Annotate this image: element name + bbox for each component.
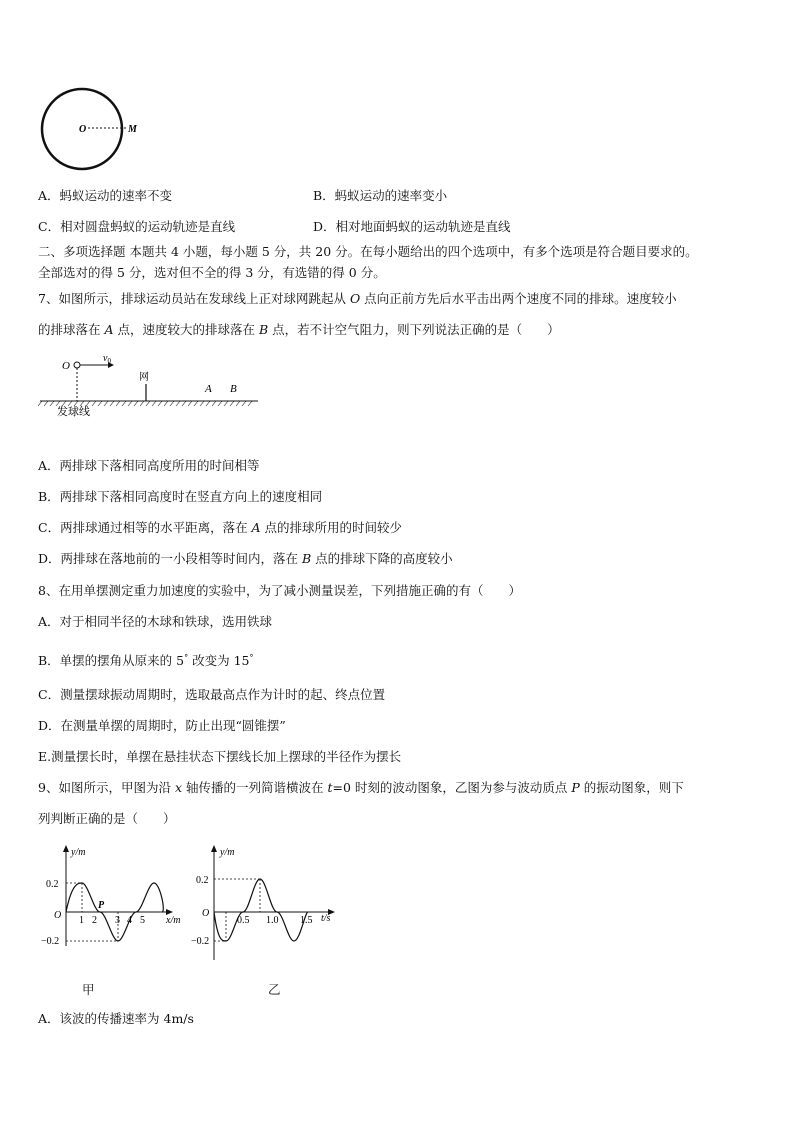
x-axis-label: t/s (321, 913, 331, 924)
hatch-mark (230, 401, 234, 406)
q8-option-e: E.测量摆长时，单摆在悬挂状态下摆线长加上摆球的半径作为摆长 (38, 749, 402, 764)
hatch-mark (206, 401, 210, 406)
hatch-mark (212, 401, 216, 406)
xtick-1-0: 1.0 (266, 915, 279, 926)
hatch-mark (182, 401, 186, 406)
hatch-mark (170, 401, 174, 406)
q8-stem: 8、在用单摆测定重力加速度的实验中，为了减小测量误差，下列措施正确的有（ ） (38, 583, 521, 598)
label-a: A (205, 383, 212, 395)
hatch-mark (110, 401, 114, 406)
section2-heading-line1: 二、多项选择题 本题共 4 小题，每小题 5 分，共 20 分。在每小题给出的四个选项中，有多个选项是符合题目要求的。 (38, 244, 698, 259)
q9-stem-line2: 列判断正确的是（ ） (38, 811, 176, 826)
graph-jia-caption: 甲 (82, 982, 95, 997)
q9-option-a: A．该波的传播速率为 4m/s (38, 1011, 194, 1026)
label-net: 网 (139, 372, 149, 383)
hatch-mark (146, 401, 150, 406)
hatch-mark (38, 401, 42, 406)
xtick-4: 4 (127, 915, 132, 926)
point-p-label: P (98, 900, 105, 911)
q8-option-b: B．单摆的摆角从原来的 5° 改变为 15° (38, 653, 254, 669)
q6-option-a: A．蚂蚁运动的速率不变 (38, 188, 173, 203)
disc-figure (38, 86, 158, 176)
xtick-1: 1 (79, 915, 84, 926)
disc-label-o: O (79, 124, 87, 135)
q8-option-c: C．测量摆球振动周期时，选取最高点作为计时的起、终点位置 (38, 687, 386, 702)
hatch-mark (140, 401, 144, 406)
xtick-3: 3 (115, 915, 120, 926)
vibration-graph-yi (190, 842, 340, 967)
q7-option-d: D．两排球在落地前的一小段相等时间内，落在 B 点的排球下降的高度较小 (38, 551, 453, 566)
hatch-mark (188, 401, 192, 406)
q7-stem-line2: 的排球落在 A 点，速度较大的排球落在 B 点，若不计空气阻力，则下列说法正确的是（ ） (38, 322, 560, 337)
y-axis-arrow (63, 845, 69, 852)
y-axis-label: y/m (71, 847, 86, 858)
hatch-mark (164, 401, 168, 406)
q7-option-a: A．两排球下落相同高度所用的时间相等 (38, 458, 260, 473)
hatch-mark (152, 401, 156, 406)
wave-graph-jia (38, 842, 198, 962)
xtick-1-5: 1.5 (300, 915, 313, 926)
hatch-mark (122, 401, 126, 406)
hatch-mark (158, 401, 162, 406)
section2-heading-line2: 全部选对的得 5 分，选对但不全的得 3 分，有选错的得 0 分。 (38, 265, 386, 280)
hatch-mark (134, 401, 138, 406)
vibration-curve (214, 879, 308, 941)
x-axis-label: x/m (166, 915, 181, 926)
hatch-mark (104, 401, 108, 406)
graph-yi-caption: 乙 (268, 982, 281, 997)
hatch-mark (98, 401, 102, 406)
xtick-0-5: 0.5 (237, 915, 250, 926)
xtick-2: 2 (92, 915, 97, 926)
hatch-mark (224, 401, 228, 406)
origin-label: O (202, 908, 210, 919)
label-v0: $v_0$ (103, 353, 111, 365)
q7-option-b: B．两排球下落相同高度时在竖直方向上的速度相同 (38, 489, 323, 504)
q8-option-d: D．在测量单摆的周期时，防止出现“圆锥摆” (38, 718, 286, 733)
q6-option-d: D．相对地面蚂蚁的运动轨迹是直线 (313, 219, 511, 234)
hatch-mark (92, 401, 96, 406)
q6-option-c: C．相对圆盘蚂蚁的运动轨迹是直线 (38, 219, 236, 234)
y-axis-arrow (211, 845, 217, 852)
hatch-mark (200, 401, 204, 406)
hatch-mark (218, 401, 222, 406)
hatch-mark (44, 401, 48, 406)
hatch-mark (176, 401, 180, 406)
label-o: O (62, 360, 70, 372)
ytick-bottom: −0.2 (41, 936, 60, 947)
label-serve-line: 发球线 (57, 406, 90, 418)
q9-stem-line1: 9、如图所示，甲图为沿 x 轴传播的一列简谐横波在 t=0 时刻的波动图象，乙图为参与波动质点 P 的振动图象，则下 (38, 780, 684, 795)
q6-option-b: B．蚂蚁运动的速率变小 (313, 188, 448, 203)
ytick-bottom: −0.2 (191, 936, 210, 947)
hatch-mark (50, 401, 54, 406)
q8-option-a: A．对于相同半径的木球和铁球，选用铁球 (38, 614, 273, 629)
ytick-top: 0.2 (196, 875, 209, 886)
hatch-mark (242, 401, 246, 406)
hatch-mark (248, 401, 252, 406)
hatch-mark (128, 401, 132, 406)
hatch-mark (236, 401, 240, 406)
volleyball-figure (38, 350, 268, 450)
q7-option-c: C．两排球通过相等的水平距离，落在 A 点的排球所用的时间较少 (38, 520, 403, 535)
hatch-mark (194, 401, 198, 406)
y-axis-label: y/m (220, 847, 235, 858)
origin-label: O (54, 910, 62, 921)
label-b: B (230, 383, 237, 395)
xtick-5: 5 (140, 915, 145, 926)
disc-label-m: M (128, 124, 137, 135)
ytick-top: 0.2 (46, 879, 59, 890)
hatch-mark (116, 401, 120, 406)
q7-stem-line1: 7、如图所示，排球运动员站在发球线上正对球网跳起从 O 点向正前方先后水平击出两个速度不同的排球。速度较小 (38, 291, 677, 306)
ball-point-o (74, 362, 80, 368)
